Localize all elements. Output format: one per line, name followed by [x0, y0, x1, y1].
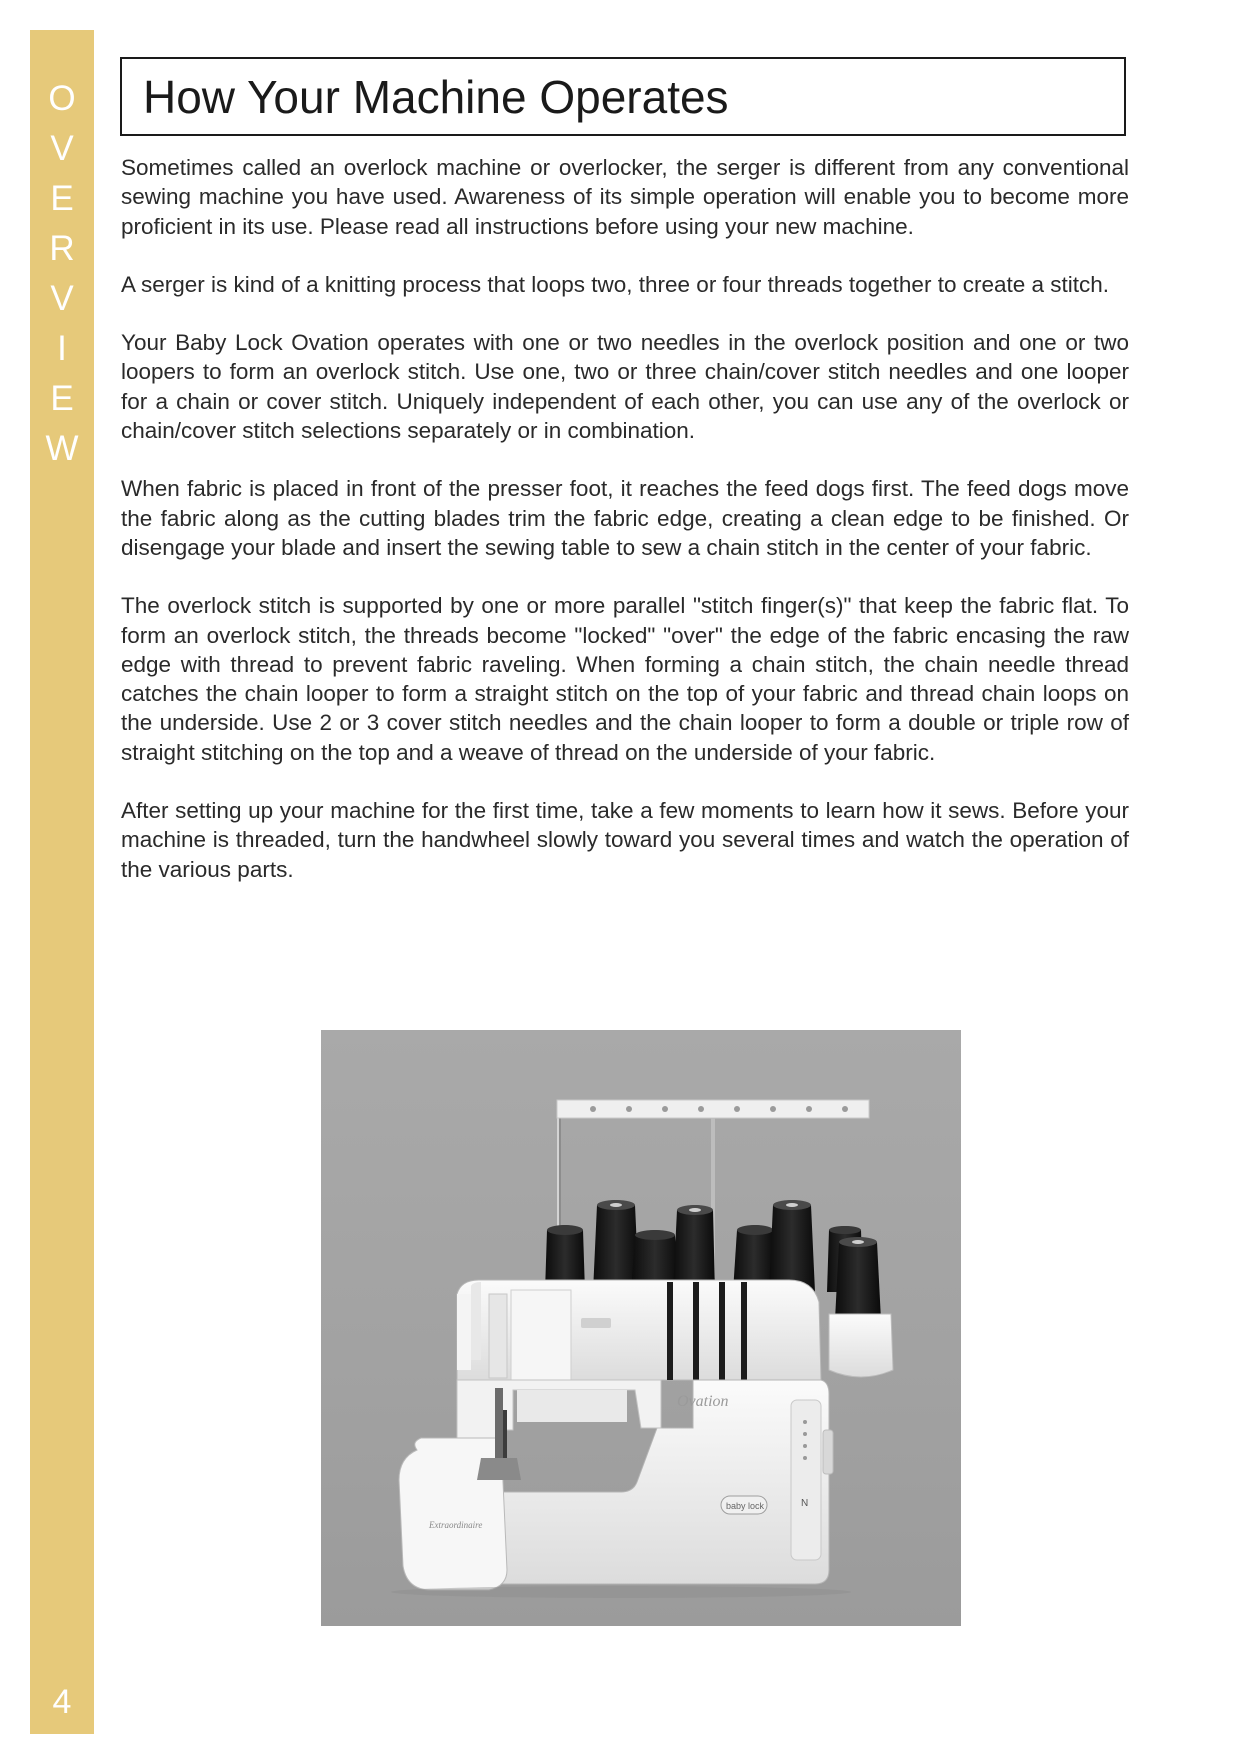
chapter-letter: R: [49, 229, 75, 268]
chapter-letter: V: [50, 129, 74, 168]
title-box: [120, 57, 1126, 136]
panel-text: Extraordinaire: [429, 1520, 483, 1530]
chapter-label: [30, 74, 94, 474]
paragraph: Sometimes called an overlock machine or overlocker, the serger is different from any conventional sewing machine you have used. Awareness of its simple operation will enable you to become more proficient in its use. Please read all instructions before using your new machine.: [121, 155, 1129, 239]
chapter-letter: W: [45, 429, 79, 468]
paragraph: Your Baby Lock Ovation operates with one or two needles in the overlock position and one or two loopers to form an overlock stitch. Use one, two or three chain/cover stitch needles and one looper for a chain or cover stitch. Uniquely independent of each other, you can use any of the overlock or chain/cover stitch selections separately or in combination.: [121, 330, 1129, 444]
chapter-letter: E: [50, 379, 74, 418]
brand-badge: [721, 1496, 767, 1514]
page-number: 4: [52, 1683, 72, 1721]
serger-machine-photo: [321, 1030, 961, 1626]
serger-machine-illustration: [321, 1030, 961, 1626]
chapter-sidebar: [30, 30, 94, 1734]
paragraph: After setting up your machine for the first time, take a few moments to learn how it sews. Before your machine is threaded, turn the handwheel slowly toward you several times and watch the operation of the various parts.: [121, 798, 1129, 882]
chapter-letter: I: [57, 329, 67, 368]
brand-badge-text: baby lock: [726, 1501, 765, 1511]
paragraph: A serger is kind of a knitting process that loops two, three or four threads together to create a stitch.: [121, 271, 1110, 297]
page-title: How Your Machine Operates: [143, 71, 729, 123]
chapter-letter: E: [50, 179, 74, 218]
thread-cone: [835, 1237, 881, 1320]
dial-label: N: [801, 1498, 809, 1509]
chapter-letter: V: [50, 279, 74, 318]
paragraph: When fabric is placed in front of the presser foot, it reaches the feed dogs first. The feed dogs move the fabric along as the cutting blades trim the fabric edge, creating a clean edge to be finished. Or disengage your blade and insert the sewing table to sew a chain stitch in the center of your fabric.: [121, 476, 1129, 560]
body-text: [121, 153, 1129, 913]
brand-script: Ovation: [677, 1393, 729, 1410]
chapter-letter: O: [48, 79, 76, 118]
thread-cone: [673, 1205, 715, 1292]
paragraph: The overlock stitch is supported by one or more parallel "stitch finger(s)" that keep the fabric flat. To form an overlock stitch, the threads become "locked" "over" the edge of the fabric encasing the raw edge with thread to prevent fabric raveling. When forming a chain stitch, the chain needle thread catches the chain looper to form a straight stitch on the top of your fabric and thread chain loops on the underside. Use 2 or 3 cover stitch needles and the chain looper to form a double or triple row of straight stitching on the top and a weave of thread on the underside of your fabric.: [121, 593, 1129, 765]
machine-top-housing: [457, 1280, 821, 1380]
thread-cone: [769, 1200, 815, 1292]
